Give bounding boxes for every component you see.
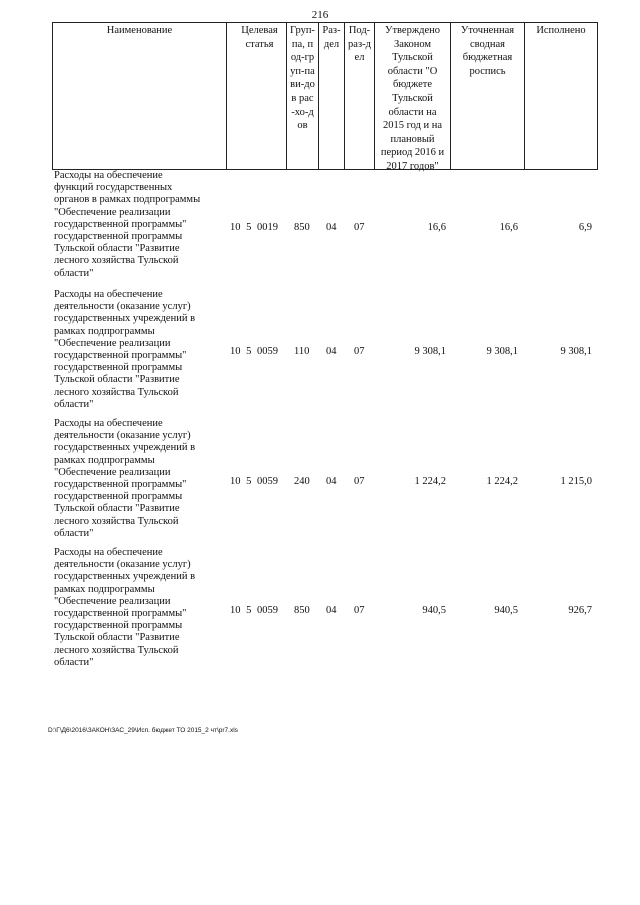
row-target: 10 5 0059 (230, 346, 278, 357)
table-row (52, 289, 598, 413)
row-group: 110 (294, 346, 310, 357)
table-row (52, 170, 598, 286)
row-executed: 926,7 (568, 605, 592, 616)
row-subsection: 07 (354, 605, 365, 616)
row-name: Расходы на обеспечение деятельности (оказание услуг) государственных учреждений в рамках подпрограммы "Обеспечение реализации государственной программы" государственной программы Тульской области "Развитие лесного хозяйства Тульской области" (54, 547, 196, 668)
row-refined: 1 224,2 (486, 476, 518, 487)
row-name: Расходы на обеспечение деятельности (оказание услуг) государственных учреждений в рамках подпрограммы "Обеспечение реализации государственной программы" государственной программы Тульской области "Развитие лесного хозяйства Тульской области" (54, 418, 196, 539)
row-approved: 16,6 (427, 222, 446, 233)
row-target: 10 5 0019 (230, 222, 278, 233)
row-refined: 9 308,1 (486, 346, 518, 357)
row-name: Расходы на обеспечение деятельности (оказание услуг) государственных учреждений в рамках подпрограммы "Обеспечение реализации государственной программы" государственной программы Тульской области "Развитие лесного хозяйства Тульской области" (54, 289, 196, 410)
header-section: Раз-дел (318, 23, 344, 169)
row-refined: 16,6 (499, 222, 518, 233)
header-approved: Утверждено Законом Тульской области "О бюджете Тульской области на 2015 год и на плановый период 2016 и 2017 годов" (374, 23, 450, 169)
row-subsection: 07 (354, 222, 365, 233)
header-group: Груп-па, под-груп-па ви-дов рас-хо-дов (286, 23, 318, 169)
row-section: 04 (326, 605, 337, 616)
row-subsection: 07 (354, 476, 365, 487)
row-target: 10 5 0059 (230, 605, 278, 616)
table-row (52, 547, 598, 671)
header-subsection: Под-раз-дел (344, 23, 374, 169)
row-approved: 940,5 (422, 605, 446, 616)
row-refined: 940,5 (494, 605, 518, 616)
row-name: Расходы на обеспечение функций государственных органов в рамках подпрограммы "Обеспечение реализации государственной программы" государственной программы Тульской области "Развитие лесного хозяйства Тульской области" (54, 170, 201, 279)
file-path-footer: D:\Г\Д6\2016\ЗАКОН\ЗАС_29\Исп. бюджет ТО 2015_2 чт\pr7.xls (48, 727, 238, 734)
row-executed: 6,9 (578, 222, 592, 233)
row-target: 10 5 0059 (230, 476, 278, 487)
row-executed: 9 308,1 (560, 346, 592, 357)
row-approved: 1 224,2 (414, 476, 446, 487)
row-group: 850 (294, 605, 310, 616)
page-number: 216 (311, 9, 329, 21)
row-executed: 1 215,0 (560, 476, 592, 487)
table-row (52, 418, 598, 542)
table-header (52, 22, 598, 170)
row-section: 04 (326, 476, 337, 487)
header-target: Целевая статья (226, 23, 286, 169)
header-refined: Уточненная сводная бюджетная роспись (450, 23, 524, 169)
row-section: 04 (326, 222, 337, 233)
row-approved: 9 308,1 (414, 346, 446, 357)
row-subsection: 07 (354, 346, 365, 357)
row-section: 04 (326, 346, 337, 357)
header-executed: Исполнено (524, 23, 598, 169)
row-group: 850 (294, 222, 310, 233)
row-group: 240 (294, 476, 310, 487)
header-name: Наименование (52, 23, 226, 169)
